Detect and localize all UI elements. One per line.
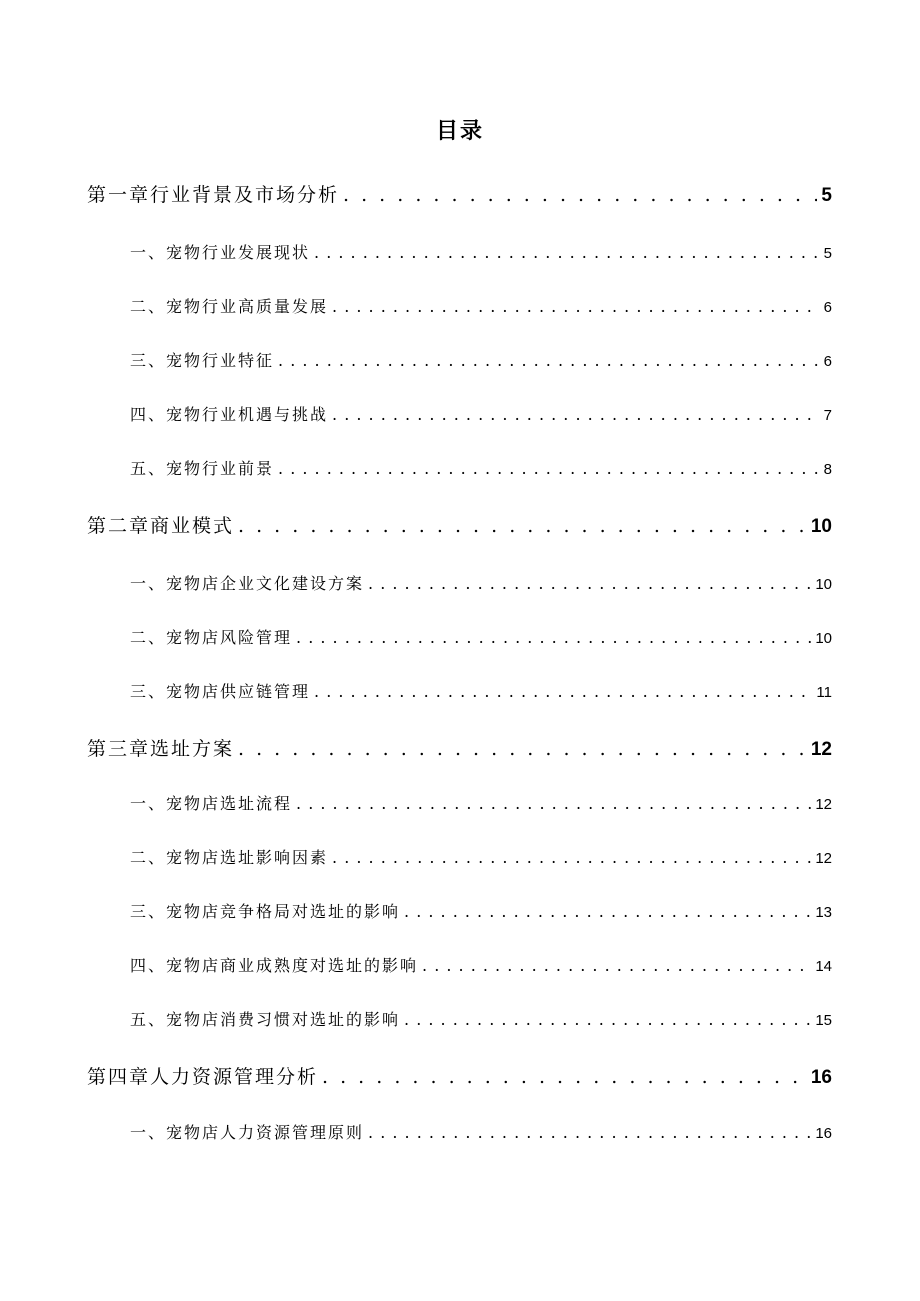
dot-leader bbox=[278, 459, 820, 478]
toc-page-number: 10 bbox=[815, 630, 832, 647]
toc-entry-label: 三、宠物行业特征 bbox=[130, 351, 275, 370]
toc-entry-label: 五、宠物店消费习惯对选址的影响 bbox=[130, 1010, 401, 1029]
dot-leader bbox=[404, 902, 811, 921]
toc-entry-label: 四、宠物行业机遇与挑战 bbox=[130, 405, 329, 424]
toc-page-number: 12 bbox=[810, 739, 832, 760]
toc-page-number: 11 bbox=[816, 684, 832, 701]
toc-entry-label: 一、宠物店企业文化建设方案 bbox=[130, 574, 365, 593]
toc-section-1-5[interactable] bbox=[130, 456, 832, 479]
toc-section-4-1[interactable] bbox=[130, 1120, 832, 1143]
toc-section-1-1[interactable] bbox=[130, 240, 832, 263]
toc-page-number: 7 bbox=[823, 407, 832, 424]
dot-leader bbox=[404, 1010, 811, 1029]
toc-entry-label: 一、宠物店选址流程 bbox=[130, 794, 293, 813]
toc-entry-label: 一、宠物店人力资源管理原则 bbox=[130, 1123, 365, 1142]
toc-page-number: 16 bbox=[815, 1125, 832, 1142]
toc-entry-label: 五、宠物行业前景 bbox=[130, 459, 275, 478]
toc-page-number: 5 bbox=[821, 185, 832, 206]
toc-section-3-2[interactable] bbox=[130, 845, 832, 868]
toc-entry-label: 二、宠物店选址影响因素 bbox=[130, 848, 329, 867]
dot-leader bbox=[343, 184, 817, 206]
toc-page-number: 12 bbox=[815, 850, 832, 867]
toc-entry-label: 一、宠物行业发展现状 bbox=[130, 243, 311, 262]
toc-section-1-2[interactable] bbox=[130, 294, 832, 317]
toc-section-3-3[interactable] bbox=[130, 899, 832, 922]
toc-entry-label: 三、宠物店竞争格局对选址的影响 bbox=[130, 902, 401, 921]
toc-section-1-4[interactable] bbox=[130, 402, 832, 425]
dot-leader bbox=[314, 682, 812, 701]
toc-entry-label: 二、宠物店风险管理 bbox=[130, 628, 293, 647]
toc-section-2-1[interactable] bbox=[130, 571, 832, 594]
toc-page-number: 10 bbox=[815, 576, 832, 593]
toc-entry-label: 二、宠物行业高质量发展 bbox=[130, 297, 329, 316]
toc-entry-label: 第四章人力资源管理分析 bbox=[87, 1066, 319, 1088]
toc-section-2-2[interactable] bbox=[130, 625, 832, 648]
dot-leader bbox=[368, 574, 811, 593]
toc-page-number: 15 bbox=[815, 1012, 832, 1029]
dot-leader bbox=[332, 848, 811, 867]
dot-leader bbox=[322, 1066, 807, 1088]
toc-entry-label: 第二章商业模式 bbox=[87, 515, 235, 537]
toc-section-3-1[interactable] bbox=[130, 791, 832, 814]
dot-leader bbox=[238, 738, 807, 760]
toc-title: 目录 bbox=[435, 119, 484, 144]
toc-entry-label: 第三章选址方案 bbox=[87, 738, 235, 760]
toc-section-3-4[interactable] bbox=[130, 953, 832, 976]
toc-entry-label: 三、宠物店供应链管理 bbox=[130, 682, 311, 701]
dot-leader bbox=[278, 351, 820, 370]
toc-page-number: 16 bbox=[810, 1067, 832, 1088]
dot-leader bbox=[368, 1123, 811, 1142]
toc-page-number: 14 bbox=[815, 958, 832, 975]
toc-page-number: 6 bbox=[823, 353, 832, 370]
toc-chapter-1[interactable] bbox=[87, 180, 832, 207]
toc-page-number: 12 bbox=[815, 796, 832, 813]
toc-chapter-3[interactable] bbox=[87, 734, 832, 761]
toc-section-1-3[interactable] bbox=[130, 348, 832, 371]
toc-page-number: 6 bbox=[823, 299, 832, 316]
dot-leader bbox=[238, 515, 807, 537]
toc-entry-label: 四、宠物店商业成熟度对选址的影响 bbox=[130, 956, 419, 975]
dot-leader bbox=[296, 628, 811, 647]
toc-section-3-5[interactable] bbox=[130, 1007, 832, 1030]
dot-leader bbox=[332, 297, 820, 316]
dot-leader bbox=[332, 405, 820, 424]
toc-page-number: 10 bbox=[810, 516, 832, 537]
toc-section-2-3[interactable] bbox=[130, 679, 832, 702]
toc-entry-label: 第一章行业背景及市场分析 bbox=[87, 184, 340, 206]
toc-page-number: 13 bbox=[815, 904, 832, 921]
toc-chapter-4[interactable] bbox=[87, 1062, 832, 1089]
toc-page-number: 8 bbox=[823, 461, 832, 478]
toc-chapter-2[interactable] bbox=[87, 511, 832, 538]
dot-leader bbox=[422, 956, 811, 975]
toc-page-number: 5 bbox=[823, 245, 832, 262]
dot-leader bbox=[296, 794, 811, 813]
dot-leader bbox=[314, 243, 820, 262]
